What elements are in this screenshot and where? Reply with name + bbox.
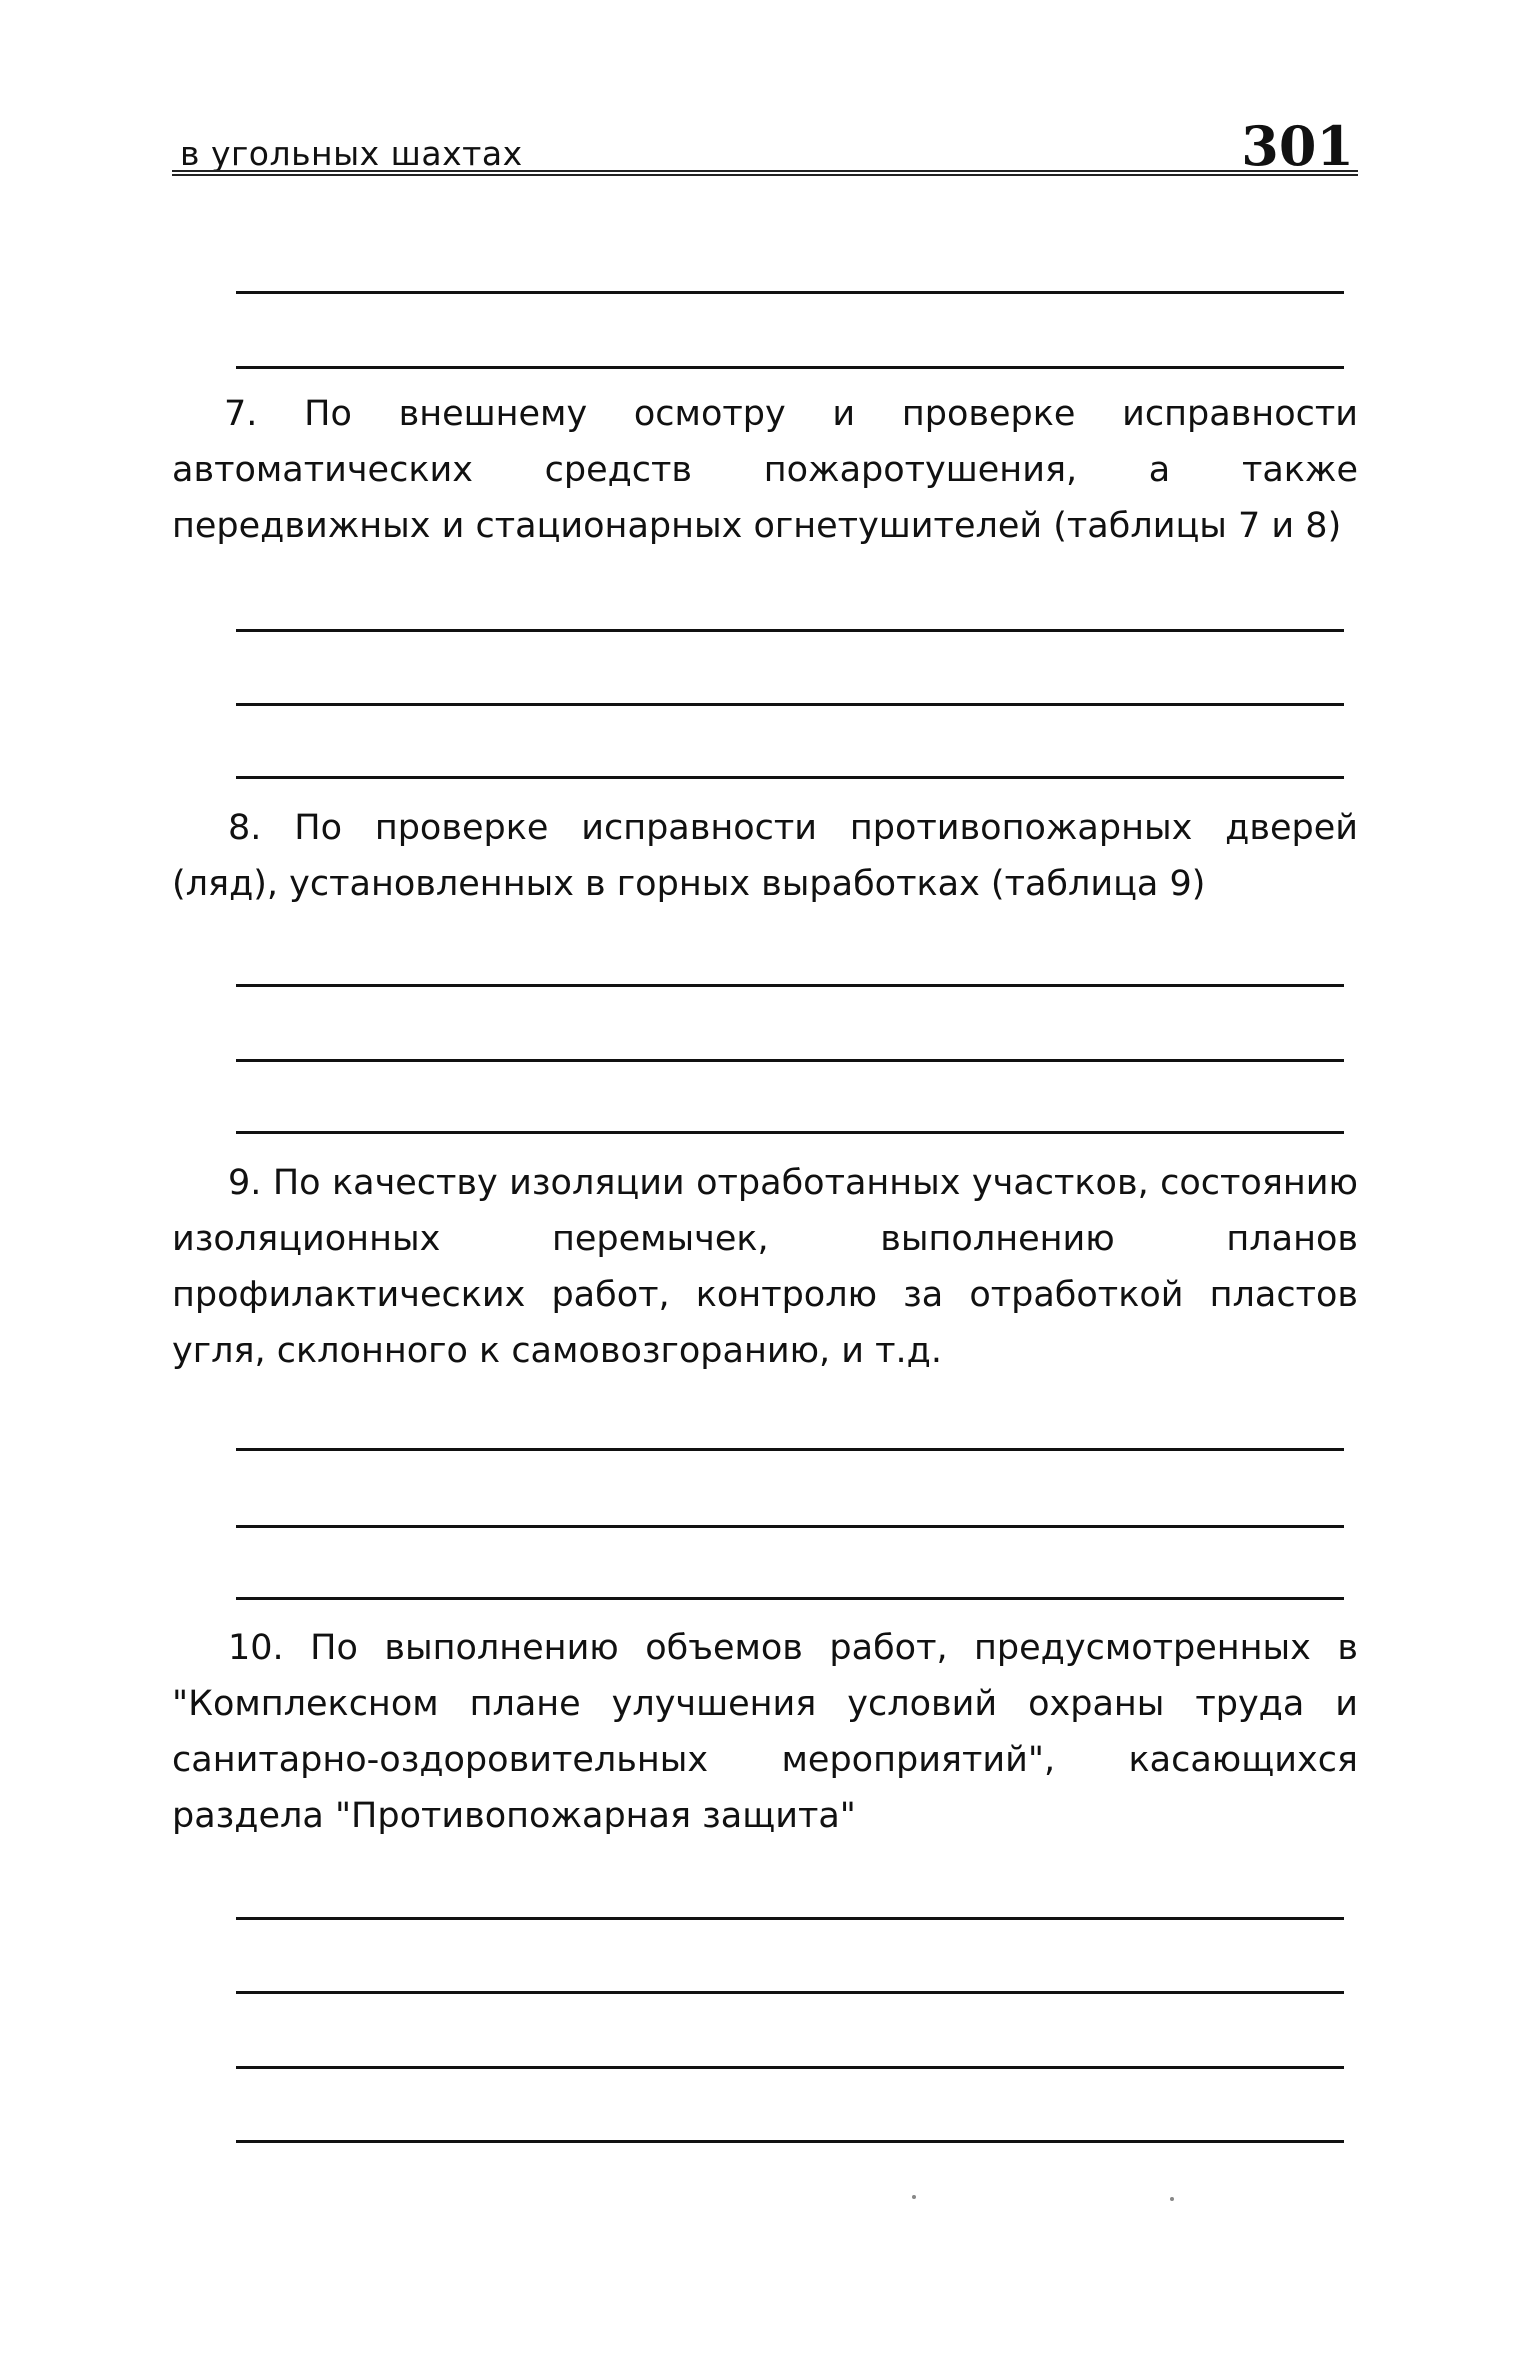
answer-line[interactable] — [236, 776, 1344, 779]
answer-line[interactable] — [236, 629, 1344, 632]
answer-line[interactable] — [236, 291, 1344, 294]
answer-line[interactable] — [236, 1917, 1344, 1920]
item-8 — [172, 800, 1358, 912]
answer-line[interactable] — [236, 1991, 1344, 1994]
item-number: 9. — [228, 1163, 262, 1203]
answer-line[interactable] — [236, 1597, 1344, 1600]
answer-line[interactable] — [236, 366, 1344, 369]
answer-line[interactable] — [236, 1059, 1344, 1062]
answer-line[interactable] — [236, 1131, 1344, 1134]
scan-speck — [1170, 2197, 1174, 2201]
answer-line[interactable] — [236, 703, 1344, 706]
running-header — [172, 112, 1358, 176]
item-9 — [172, 1155, 1358, 1379]
scan-speck — [912, 2195, 916, 2199]
item-number: 7. — [224, 394, 258, 434]
item-number: 10. — [228, 1628, 284, 1668]
running-title: в угольных шахтах — [180, 134, 523, 173]
answer-line[interactable] — [236, 1448, 1344, 1451]
answer-line[interactable] — [236, 2066, 1344, 2069]
answer-line[interactable] — [236, 984, 1344, 987]
item-text: По внешнему осмотру и проверке исправности автоматических средств пожаротушения, а также передвижных и стационарных огнетушителей (таблицы 7 и 8) — [172, 394, 1358, 546]
answer-line[interactable] — [236, 2140, 1344, 2143]
item-text: По проверке исправности противопожарных дверей (ляд), установленных в горных выработках (таблица 9) — [172, 808, 1358, 904]
item-text: По выполнению объемов работ, предусмотренных в "Комплексном плане улучшения условий охраны труда и санитарно-оздоровительных мероприятий", касающихся раздела "Противопожарная защита" — [172, 1628, 1358, 1836]
item-10 — [172, 1620, 1358, 1844]
page-number: 301 — [1241, 114, 1354, 178]
item-text: По качеству изоляции отработанных участков, состоянию изоляционных перемычек, выполнению планов профилактических работ, контролю за отработкой пластов угля, склонного к самовозгоранию, и т.д. — [172, 1163, 1358, 1371]
answer-line[interactable] — [236, 1525, 1344, 1528]
item-number: 8. — [228, 808, 262, 848]
item-7 — [172, 386, 1358, 554]
header-rule — [172, 170, 1358, 176]
